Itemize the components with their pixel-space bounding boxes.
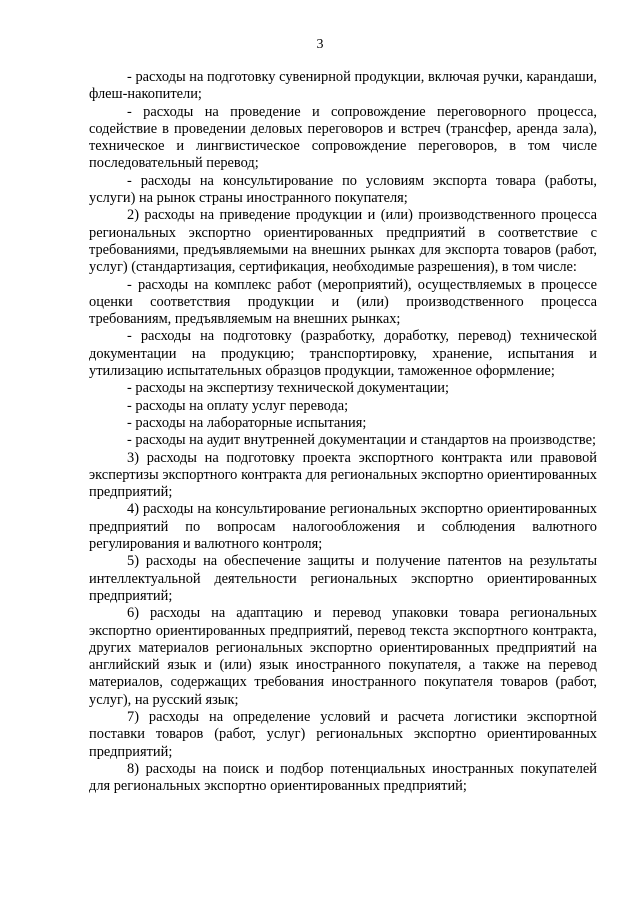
list-item-export-consulting-expenses: - расходы на консультирование по условиям экспорта товара (работы, услуги) на рынок страны иностранного покупателя; <box>89 172 597 207</box>
list-item-laboratory-testing-expenses: - расходы на лабораторные испытания; <box>127 414 367 431</box>
list-item-documentation-expertise-expenses: - расходы на экспертизу технической документации; <box>127 380 449 397</box>
list-item-audit-expenses: - расходы на аудит внутренней документации и стандартов на производстве; <box>127 432 596 449</box>
paragraph-item-8: 8) расходы на поиск и подбор потенциальных иностранных покупателей для региональных экспортно ориентированных предприятий; <box>89 760 597 795</box>
document-body <box>89 69 597 795</box>
list-item-technical-documentation-expenses: - расходы на подготовку (разработку, доработку, перевод) технической документации на продукцию; транспортировку, хранение, испытания и утилизацию испытательных образцов продукции, таможенное оформление; <box>89 328 597 380</box>
paragraph-item-4: 4) расходы на консультирование региональных экспортно ориентированных предприятий по вопросам налогообложения и соблюдения валютного регулирования и валютного контроля; <box>89 501 597 553</box>
page-number: 3 <box>316 37 324 52</box>
list-item-negotiation-expenses: - расходы на проведение и сопровождение переговорного процесса, содействие в проведении деловых переговоров и встреч (трансфер, аренда зала), техническое и лингвистическое сопровождение переговоров, в том числе последовательный перевод; <box>89 103 597 172</box>
paragraph-item-3: 3) расходы на подготовку проекта экспортного контракта или правовой экспертизы экспортного контракта для региональных экспортно ориентированных предприятий; <box>89 449 597 501</box>
list-item-souvenir-expenses: - расходы на подготовку сувенирной продукции, включая ручки, карандаши, флеш-накопители; <box>89 69 597 103</box>
paragraph-item-5: 5) расходы на обеспечение защиты и получение патентов на результаты интеллектуальной деятельности региональных экспортно ориентированных предприятий; <box>89 553 597 604</box>
paragraph-item-7: 7) расходы на определение условий и расчета логистики экспортной поставки товаров (работ, услуг) региональных экспортно ориентированных предприятий; <box>89 708 597 760</box>
paragraph-item-2: 2) расходы на приведение продукции и (или) производственного процесса региональных экспортно ориентированных предприятий в соответствие с требованиями, предъявляемыми на внешних рынках для экспорта товаров (работ, услуг) (стандартизация, сертификация, необходимые разрешения), в том числе: <box>89 207 597 276</box>
list-item-translation-expenses: - расходы на оплату услуг перевода; <box>127 397 349 414</box>
paragraph-item-6: 6) расходы на адаптацию и перевод упаковки товара региональных экспортно ориентированных предприятий, перевод текста экспортного контракта, других материалов региональных экспортно ориентированных предприятий на английский язык и (или) язык иностранного покупателя, а также на перевод материалов, содержащих требования иностранного покупателя товаров (работ, услуг), на русский язык; <box>89 605 597 708</box>
list-item-conformity-assessment-expenses: - расходы на комплекс работ (мероприятий), осуществляемых в процессе оценки соответствия продукции и (или) производственного процесса требованиям, предъявляемым на внешних рынках; <box>89 276 597 328</box>
